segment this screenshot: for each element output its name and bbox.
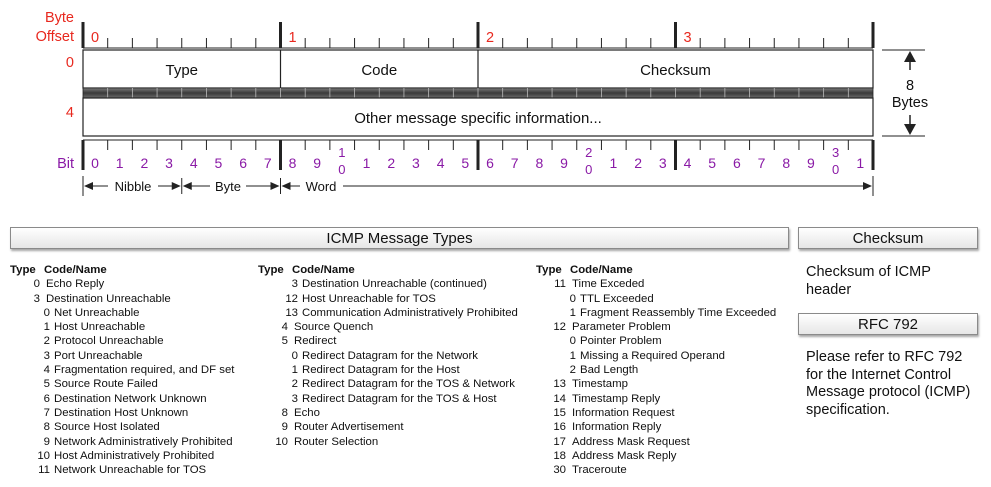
- message-type-row: [258, 363, 518, 377]
- bit-number-tens: 1: [338, 145, 346, 160]
- message-type-row: [10, 349, 234, 363]
- bottom-bit-ruler: [83, 140, 873, 177]
- message-name: Redirect Datagram for the Host: [302, 364, 460, 377]
- code-number: 5: [43, 378, 50, 391]
- message-name: Information Reply: [572, 421, 662, 434]
- packet-header: [83, 50, 928, 136]
- message-name: Information Request: [572, 406, 675, 419]
- type-number: 18: [553, 449, 566, 462]
- message-type-row: [10, 363, 234, 377]
- byte-marker: 1: [288, 30, 297, 46]
- message-name: Echo: [294, 406, 320, 419]
- message-name: Redirect Datagram for the TOS & Host: [302, 392, 497, 405]
- type-number: 15: [553, 406, 566, 419]
- byte-arrow-right: [271, 182, 280, 190]
- message-type-row: [10, 392, 234, 406]
- diagram-labels: [36, 10, 74, 172]
- bit-number: 1: [856, 155, 865, 171]
- bit-number: 4: [683, 155, 692, 171]
- top-byte-ruler: [83, 22, 873, 48]
- message-name: Time Exceded: [572, 278, 645, 291]
- code-number: 3: [291, 278, 298, 291]
- bit-number: 6: [732, 155, 741, 171]
- message-type-row: [258, 292, 518, 306]
- message-type-row: [10, 406, 234, 420]
- checksum-description: Checksum of ICMP header: [806, 264, 931, 298]
- rfc-panel-title-text: RFC 792: [857, 315, 919, 333]
- message-name: Source Host Isolated: [54, 421, 160, 434]
- message-type-row: [258, 349, 518, 363]
- bit-number: 7: [263, 155, 272, 171]
- message-name: Net Unreachable: [54, 306, 140, 319]
- bit-number: 8: [782, 155, 791, 171]
- column-header-name: Code/Name: [292, 264, 355, 276]
- message-name: Destination Unreachable: [46, 292, 171, 305]
- bit-number: 4: [189, 155, 198, 171]
- scale-word-label: Word: [305, 179, 337, 194]
- types-panel-title-text: ICMP Message Types: [326, 229, 473, 247]
- message-type-row: [536, 277, 776, 291]
- message-type-row: [10, 277, 234, 291]
- message-type-row: [10, 320, 234, 334]
- type-number: 12: [553, 321, 566, 334]
- bit-number-tens: 3: [832, 145, 840, 160]
- message-type-row: [10, 292, 234, 306]
- type-number: 13: [553, 378, 566, 391]
- message-type-row: [10, 306, 234, 320]
- bit-number: 3: [412, 155, 420, 171]
- message-name: Fragmentation required, and DF set: [54, 364, 235, 377]
- message-name: Redirect Datagram for the TOS & Network: [302, 378, 515, 391]
- bit-number: 9: [313, 155, 322, 171]
- message-name: Timestamp Reply: [572, 392, 661, 405]
- message-name: Address Mask Request: [572, 435, 690, 448]
- scale-byte-label: Byte: [214, 179, 242, 194]
- bit-number: 5: [214, 155, 223, 171]
- message-type-row: [10, 420, 234, 434]
- message-type-row: [258, 306, 518, 320]
- type-number: 14: [553, 392, 566, 405]
- type-number: 3: [33, 292, 40, 305]
- column-header-name: Code/Name: [44, 264, 107, 276]
- bit-number: 1: [362, 155, 371, 171]
- message-type-row: [258, 334, 518, 348]
- code-number: 10: [37, 449, 50, 462]
- message-type-row: [536, 463, 776, 477]
- message-name: Redirect: [294, 335, 337, 348]
- message-type-row: [536, 292, 776, 306]
- offset-label: Offset: [35, 29, 74, 45]
- bit-number: 9: [560, 155, 568, 171]
- code-number: 0: [569, 292, 576, 305]
- type-number: 30: [553, 464, 566, 477]
- bit-number-tens: 2: [585, 145, 593, 160]
- message-name: Destination Host Unknown: [54, 406, 189, 419]
- bit-number: 8: [288, 155, 297, 171]
- checksum-panel-title: [798, 227, 978, 249]
- message-name: Pointer Problem: [580, 335, 662, 348]
- byte-arrow-left: [183, 182, 192, 190]
- types-panel-title: [10, 227, 789, 249]
- bit-number: 5: [708, 155, 717, 171]
- code-number: 2: [569, 364, 576, 377]
- message-name: Router Advertisement: [294, 421, 404, 434]
- bit-number: 0: [91, 155, 99, 171]
- type-number: 0: [33, 278, 40, 291]
- code-number: 0: [569, 335, 576, 348]
- column-header-type: Type: [536, 264, 562, 276]
- type-number: 9: [281, 421, 288, 434]
- code-number: 6: [43, 392, 50, 405]
- code-number: 0: [291, 349, 298, 362]
- code-number: 9: [43, 435, 50, 448]
- message-name: Port Unreachable: [54, 349, 143, 362]
- type-number: 17: [553, 435, 566, 448]
- message-name: Bad Length: [580, 364, 639, 377]
- types-column-3: [536, 263, 776, 477]
- message-type-row: [10, 377, 234, 391]
- code-number: 1: [569, 349, 576, 362]
- bit-number: 0: [585, 162, 593, 177]
- message-name: Protocol Unreachable: [54, 335, 164, 348]
- bit-number: 5: [461, 155, 470, 171]
- type-number: 11: [554, 278, 566, 291]
- type-number: 10: [275, 435, 288, 448]
- size-arrow-up-head: [904, 51, 916, 62]
- size-unit: Bytes: [891, 95, 929, 111]
- type-number: 8: [281, 406, 288, 419]
- message-name: Destination Network Unknown: [54, 392, 207, 405]
- bit-number: 2: [387, 155, 396, 171]
- message-name: Address Mask Reply: [572, 449, 677, 462]
- row-offset-4: 4: [65, 105, 74, 121]
- code-number: 2: [43, 335, 50, 348]
- message-type-row: [536, 349, 776, 363]
- message-type-row: [536, 420, 776, 434]
- code-number: 1: [43, 321, 50, 334]
- message-name: Fragment Reassembly Time Exceeded: [580, 306, 777, 319]
- bit-number: 9: [807, 155, 815, 171]
- bit-number: 6: [486, 155, 494, 171]
- row-offset-0: 0: [65, 55, 74, 71]
- bit-number: 1: [609, 155, 618, 171]
- word-arrow-right: [863, 182, 872, 190]
- code-number: 0: [43, 306, 50, 319]
- message-name: Redirect Datagram for the Network: [302, 349, 478, 362]
- types-column-header: [536, 263, 776, 277]
- message-type-row: [536, 406, 776, 420]
- message-name: Source Route Failed: [54, 378, 158, 391]
- message-name: Host Unreachable: [54, 321, 146, 334]
- message-name: Host Administratively Prohibited: [54, 449, 215, 462]
- bit-number: 3: [165, 155, 173, 171]
- code-number: 11: [38, 464, 50, 477]
- byte-marker: 2: [486, 30, 495, 46]
- message-type-row: [258, 420, 518, 434]
- rfc-description: Please refer to RFC 792 for the Internet Control Message protocol (ICMP) specification.: [806, 349, 971, 418]
- field-checksum: Checksum: [640, 62, 711, 79]
- rfc-panel-title: [798, 313, 978, 335]
- message-name: Echo Reply: [46, 278, 105, 291]
- message-type-row: [10, 449, 234, 463]
- bit-number: 2: [634, 155, 643, 171]
- bit-number: 6: [239, 155, 248, 171]
- message-type-row: [258, 406, 518, 420]
- message-type-row: [536, 320, 776, 334]
- bit-number: 3: [658, 155, 667, 171]
- scale-arrows: [83, 176, 873, 196]
- message-type-row: [258, 320, 518, 334]
- types-column-header: [258, 263, 518, 277]
- checksum-panel-title-text: Checksum: [852, 229, 924, 247]
- message-type-row: [258, 377, 518, 391]
- bit-number: 4: [436, 155, 445, 171]
- message-type-row: [258, 435, 518, 449]
- message-type-row: [536, 449, 776, 463]
- message-type-row: [536, 306, 776, 320]
- message-name: Router Selection: [294, 435, 379, 448]
- size-value: 8: [905, 78, 915, 94]
- bit-number: 1: [115, 155, 124, 171]
- message-name: Missing a Required Operand: [580, 349, 725, 362]
- message-type-row: [258, 392, 518, 406]
- size-arrow-down-head: [904, 124, 916, 135]
- bit-number: 7: [510, 155, 519, 171]
- code-number: 12: [285, 292, 298, 305]
- code-number: 3: [291, 392, 298, 405]
- column-header-type: Type: [10, 264, 36, 276]
- message-name: Timestamp: [572, 378, 628, 391]
- bit-number: 2: [140, 155, 149, 171]
- code-number: 1: [291, 364, 298, 377]
- nibble-arrow-right: [172, 182, 181, 190]
- code-number: 4: [43, 364, 50, 377]
- message-type-row: [536, 334, 776, 348]
- bit-number: 8: [535, 155, 544, 171]
- types-column-header: [10, 263, 234, 277]
- message-name: Source Quench: [294, 321, 374, 334]
- types-column-1: [10, 263, 234, 477]
- column-header-name: Code/Name: [570, 264, 633, 276]
- column-header-type: Type: [258, 264, 284, 276]
- code-number: 1: [569, 306, 576, 319]
- field-other: Other message specific information...: [354, 110, 602, 127]
- bit-number: 7: [757, 155, 766, 171]
- message-type-row: [536, 392, 776, 406]
- type-number: 5: [281, 335, 288, 348]
- message-type-row: [536, 377, 776, 391]
- message-type-row: [10, 463, 234, 477]
- message-type-row: [10, 334, 234, 348]
- scale-nibble-label: Nibble: [114, 179, 152, 194]
- message-type-row: [536, 363, 776, 377]
- type-number: 4: [281, 321, 288, 334]
- field-code: Code: [361, 62, 398, 79]
- bit-label: Bit: [57, 156, 74, 172]
- bit-number: 0: [338, 162, 346, 177]
- message-name: Host Unreachable for TOS: [302, 292, 436, 305]
- field-type: Type: [165, 62, 199, 79]
- bit-number: 0: [832, 162, 840, 177]
- code-number: 2: [291, 378, 298, 391]
- code-number: 7: [43, 406, 50, 419]
- message-name: Communication Administratively Prohibited: [302, 306, 518, 319]
- message-type-row: [258, 277, 518, 291]
- nibble-arrow-left: [84, 182, 93, 190]
- message-name: Network Unreachable for TOS: [54, 464, 207, 477]
- code-number: 3: [43, 349, 50, 362]
- message-type-row: [536, 435, 776, 449]
- code-number: 13: [285, 306, 298, 319]
- message-type-row: [10, 435, 234, 449]
- message-name: Parameter Problem: [572, 321, 671, 334]
- types-column-2: [258, 263, 518, 449]
- word-arrow-left: [282, 182, 291, 190]
- type-number: 16: [553, 421, 566, 434]
- byte-marker: 0: [91, 30, 100, 46]
- message-name: Traceroute: [572, 464, 627, 477]
- byte-label: Byte: [44, 10, 74, 26]
- code-number: 8: [43, 421, 50, 434]
- message-name: Destination Unreachable (continued): [302, 278, 487, 291]
- message-name: TTL Exceeded: [580, 292, 654, 305]
- byte-marker: 3: [683, 30, 692, 46]
- message-name: Network Administratively Prohibited: [54, 435, 233, 448]
